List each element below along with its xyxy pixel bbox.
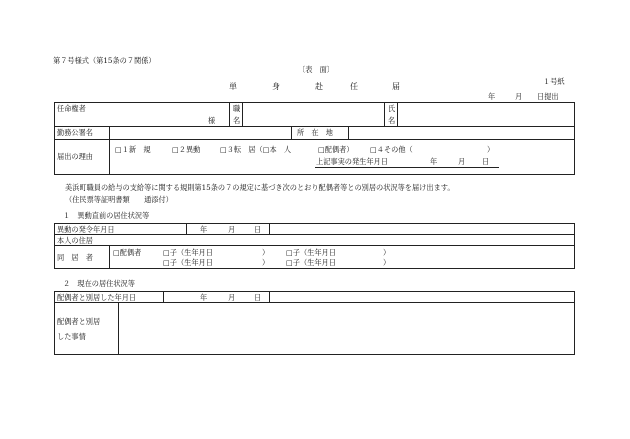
separation-reason-field[interactable] xyxy=(120,304,572,353)
reason-other-close-paren: ） xyxy=(487,145,495,154)
separation-reason-label-line1: 配偶者と別居 xyxy=(57,317,101,326)
residence-label: 本人の住居 xyxy=(57,236,93,245)
event-date-label: 上記事実の発生年月日 xyxy=(316,157,388,166)
cohabitant-label: 同 居 者 xyxy=(57,253,93,262)
separation-reason-label-line2: した事情 xyxy=(57,332,86,341)
name-label-bottom: 名 xyxy=(388,116,396,125)
name-label-top: 氏 xyxy=(388,104,396,113)
office-location-field[interactable] xyxy=(350,128,573,138)
submit-month-label: 月 xyxy=(515,92,523,101)
form-title-char-1: 単 xyxy=(229,82,237,91)
reason-new-checkbox[interactable]: □１新 規 xyxy=(115,145,151,154)
job-title-field[interactable] xyxy=(244,104,382,124)
page-side-label: 〔表 面〕 xyxy=(298,65,334,74)
appointer-field[interactable] xyxy=(110,104,206,124)
child3-close-paren: ） xyxy=(383,248,391,257)
section2-heading: ２ 現在の居住状況等 xyxy=(63,279,135,288)
name-field[interactable] xyxy=(399,104,573,124)
submit-year-label: 年 xyxy=(488,92,496,101)
honorific-label: 様 xyxy=(208,116,216,125)
reason-move-self-checkbox[interactable]: □３転 居（□本 人 xyxy=(220,145,292,154)
reason-transfer-checkbox[interactable]: □２異動 xyxy=(172,145,201,154)
form-title-char-3: 赴 xyxy=(315,82,323,91)
cohabitant-child3-checkbox[interactable]: □子（生年月日 xyxy=(286,248,336,257)
separation-day-label: 日 xyxy=(254,293,262,302)
order-day-label: 日 xyxy=(254,225,262,234)
office-location-label: 所 在 地 xyxy=(297,128,333,137)
event-year-label: 年 xyxy=(430,157,438,166)
reason-label: 届出の理由 xyxy=(57,152,93,161)
form-title-char-5: 届 xyxy=(392,82,400,91)
event-month-label: 月 xyxy=(458,157,466,166)
office-name-field[interactable] xyxy=(111,128,289,138)
job-title-label-bottom: 名 xyxy=(233,116,241,125)
form-number: 第７号様式（第15条の７関係） xyxy=(53,56,156,65)
reason-move-spouse-checkbox[interactable]: □配偶者） xyxy=(318,145,354,154)
separation-month-label: 月 xyxy=(228,293,236,302)
residence-field[interactable] xyxy=(100,236,572,244)
event-day-label: 日 xyxy=(482,157,490,166)
child1-close-paren: ） xyxy=(262,248,270,257)
cohabitant-child2-checkbox[interactable]: □子（生年月日 xyxy=(163,258,213,267)
cohabitant-child4-checkbox[interactable]: □子（生年月日 xyxy=(286,258,336,267)
form-title-char-2: 身 xyxy=(272,82,280,91)
cohabitant-spouse-checkbox[interactable]: □配偶者 xyxy=(113,248,142,257)
appointer-label: 任命権者 xyxy=(57,104,86,113)
sheet-number: １号紙 xyxy=(543,77,565,86)
submit-day-label: 日提出 xyxy=(537,92,559,101)
order-year-label: 年 xyxy=(200,225,208,234)
form-title-char-4: 任 xyxy=(350,82,358,91)
order-date-label: 異動の発令年月日 xyxy=(57,225,115,234)
reason-other-checkbox[interactable]: □４その他（ xyxy=(370,145,413,154)
section1-heading: １ 異動直前の居住状況等 xyxy=(63,211,150,220)
child2-close-paren: ） xyxy=(262,258,270,267)
attachment-note: （住民票等証明書類 通添付） xyxy=(65,195,173,204)
office-name-label: 勤務公署名 xyxy=(57,128,93,137)
separation-year-label: 年 xyxy=(200,293,208,302)
statement-text: 美浜町職員の給与の支給等に関する規則第15条の７の規定に基づき次のとおり配偶者等との別居の状況等を届け出ます。 xyxy=(65,183,455,192)
child4-close-paren: ） xyxy=(383,258,391,267)
job-title-label-top: 職 xyxy=(233,104,241,113)
separation-date-label: 配偶者と別居した年月日 xyxy=(57,293,137,302)
cohabitant-child1-checkbox[interactable]: □子（生年月日 xyxy=(163,248,213,257)
order-month-label: 月 xyxy=(228,225,236,234)
